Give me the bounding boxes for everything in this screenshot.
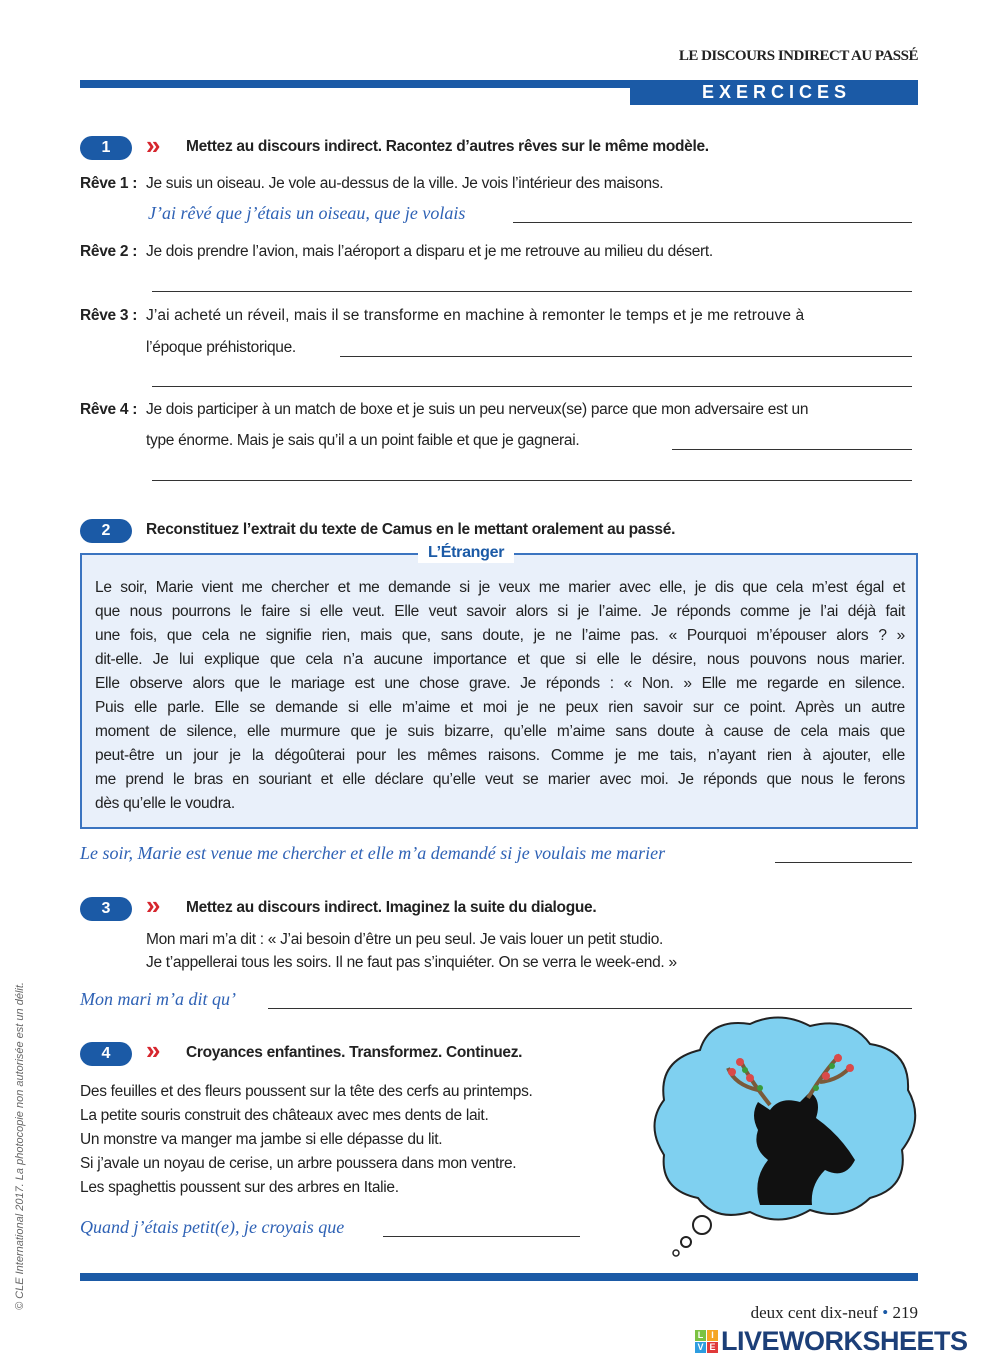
exercise-1-badge: 1 <box>80 136 132 160</box>
logo-letter: V <box>695 1342 706 1353</box>
logo-text: LIVEWORKSHEETS <box>721 1326 968 1356</box>
etranger-text-line: me prend le bras en souriant et elle déclare qu’elle veut se marier avec moi. Je réponds que nous le ferons <box>95 771 905 788</box>
etranger-text-line: que nous pourrons le faire si elle veut. Elle veut savoir alors si je l’aime. Je réponds comme je l’ai déjà fait <box>95 603 905 620</box>
etranger-text-line: dès qu’elle le voudra. <box>95 795 235 812</box>
reve-4-text-1: Je dois participer à un match de boxe et je suis un peu nerveux(se) parce que mon adversaire est un <box>146 401 809 418</box>
reve-2-text: Je dois prendre l’avion, mais l’aéroport a disparu et je me retrouve au milieu du désert. <box>146 243 713 260</box>
etranger-text-line: Le soir, Marie vient me chercher et me demande si je veux me marier avec elle, je dis que cela m’est égal et <box>95 579 905 596</box>
etranger-text-line: moment de silence, elle murmure que je suis bizarre, qu’elle m’aime sans doute à cause de cela mais que <box>95 723 905 740</box>
chevron-icon: » <box>146 1035 161 1065</box>
logo-letter: I <box>707 1330 718 1341</box>
page-number: 219 <box>892 1303 918 1322</box>
reve-1-example: J’ai rêvé que j’étais un oiseau, que je volais <box>148 203 466 223</box>
reve-2-label: Rêve 2 : <box>80 243 138 260</box>
reve-1-label: Rêve 1 : <box>80 175 138 192</box>
reve-3-text-1: J’ai acheté un réveil, mais il se transforme en machine à remonter le temps et je me retrouve à <box>146 307 805 324</box>
exercise-2-instruction: Reconstituez l’extrait du texte de Camus en le mettant oralement au passé. <box>146 521 676 538</box>
exercise-4-example: Quand j’étais petit(e), je croyais que <box>80 1217 345 1237</box>
copyright-notice <box>14 890 26 1310</box>
reve-3-text-2: l’époque préhistorique. <box>146 339 296 356</box>
reve-2-answer[interactable] <box>152 272 912 292</box>
chevron-icon: » <box>146 890 161 920</box>
belief-line: Si j’avale un noyau de cerise, un arbre poussera dans mon ventre. <box>80 1155 517 1172</box>
logo-letter: E <box>707 1342 718 1353</box>
exercise-3-badge: 3 <box>80 897 132 921</box>
reve-3-label: Rêve 3 : <box>80 307 138 324</box>
etranger-text-line: une fois, que cela ne signifie rien, mais que, sans doute, je ne l’aime pas. « Pourquoi m’épouser alors ? » <box>95 627 905 644</box>
page-number-line <box>751 1303 918 1323</box>
exercise-4-badge: 4 <box>80 1042 132 1066</box>
exercise-1-instruction: Mettez au discours indirect. Racontez d’autres rêves sur le même modèle. <box>186 138 709 155</box>
etranger-text-line: Elle observe alors que le mariage est une chose grave. Je réponds : « Non. » Elle me regarde en silence. <box>95 675 905 692</box>
reve-4-answer-1[interactable] <box>672 430 912 450</box>
reve-4-answer-2[interactable] <box>152 461 912 481</box>
exercise-2-answer[interactable] <box>775 843 912 863</box>
footer-bar <box>80 1273 918 1281</box>
etranger-text-line: peut-être un jour je la dégoûterai pour les mêmes raisons. Comme je me tais, n’ayant rien à ajouter, elle <box>95 747 905 764</box>
page-bullet: • <box>882 1303 889 1322</box>
belief-line: Des feuilles et des fleurs poussent sur la tête des cerfs au printemps. <box>80 1083 533 1100</box>
box-title: L’Étranger <box>418 543 514 563</box>
exercise-3-quote-1: Mon mari m’a dit : « J’ai besoin d’être un peu seul. Je vais louer un petit studio. <box>146 931 664 948</box>
chevron-icon: » <box>146 130 161 160</box>
thought-bubble-deer-illustration <box>640 1010 925 1260</box>
reve-1-answer[interactable] <box>513 203 912 223</box>
reve-4-text-2: type énorme. Mais je sais qu’il a un point faible et que je gagnerai. <box>146 432 580 449</box>
etranger-text-line: dit-elle. Je lui explique que cela n’a aucune importance et que si elle le désire, nous pouvons nous marier. <box>95 651 905 668</box>
exercise-3-instruction: Mettez au discours indirect. Imaginez la suite du dialogue. <box>186 899 597 916</box>
copyright-text: © CLE International 2017. La photocopie non autorisée est un délit. <box>14 982 26 1310</box>
exercise-2-example: Le soir, Marie est venue me chercher et elle m’a demandé si je voulais me marier <box>80 843 666 863</box>
exercise-2-badge: 2 <box>80 519 132 543</box>
reve-3-answer-1[interactable] <box>340 337 912 357</box>
reve-4-label: Rêve 4 : <box>80 401 138 418</box>
section-label-text: E X E R C I C E S <box>701 82 847 102</box>
belief-line: Un monstre va manger ma jambe si elle dépasse du lit. <box>80 1131 443 1148</box>
logo-icon <box>695 1330 718 1353</box>
exercise-4-instruction: Croyances enfantines. Transformez. Continuez. <box>186 1044 523 1061</box>
exercise-3-quote-2: Je t’appellerai tous les soirs. Il ne faut pas s’inquiéter. On se verra le week-end. » <box>146 954 677 971</box>
exercise-3-answer[interactable] <box>268 989 912 1009</box>
reve-1-text: Je suis un oiseau. Je vole au-dessus de la ville. Je vois l’intérieur des maisons. <box>146 175 664 192</box>
page-words: deux cent dix-neuf <box>750 1303 879 1322</box>
belief-line: Les spaghettis poussent sur des arbres en Italie. <box>80 1179 399 1196</box>
logo-letter: L <box>695 1330 706 1341</box>
liveworksheets-logo <box>695 1326 968 1357</box>
belief-line: La petite souris construit des châteaux avec mes dents de lait. <box>80 1107 489 1124</box>
chapter-title: LE DISCOURS INDIRECT AU PASSÉ <box>678 48 918 64</box>
exercise-4-answer[interactable] <box>383 1217 580 1237</box>
section-label <box>630 80 918 105</box>
exercise-3-example: Mon mari m’a dit qu’ <box>80 989 236 1009</box>
etranger-text-line: Puis elle parle. Elle se demande si elle m’aime et moi je ne peux rien savoir sur ce point. Après un autre <box>95 699 905 716</box>
reve-3-answer-2[interactable] <box>152 367 912 387</box>
